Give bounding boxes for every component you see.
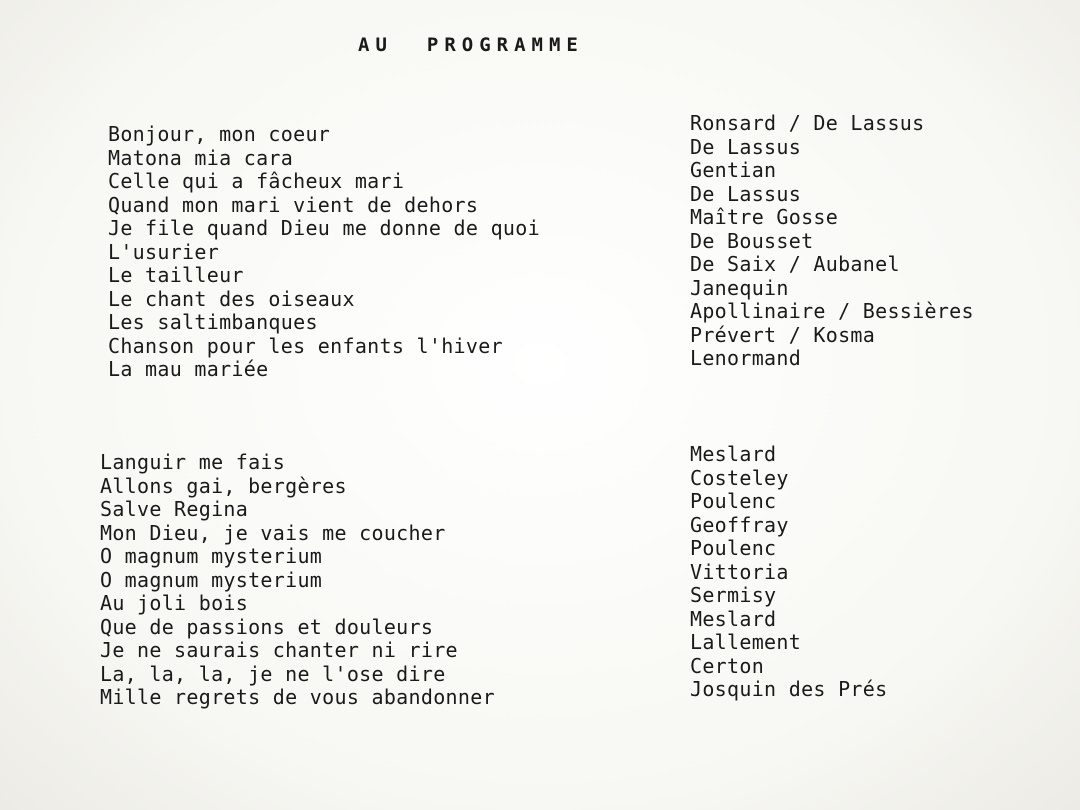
song-title: O magnum mysterium	[100, 544, 323, 568]
section-1-titles	[108, 123, 540, 382]
song-title: Languir me fais	[100, 450, 286, 474]
programme-heading	[358, 34, 584, 56]
song-title: L'usurier	[108, 239, 220, 264]
song-title: O magnum mysterium	[100, 567, 323, 592]
song-title: Bonjour, mon coeur	[108, 122, 331, 146]
song-title: Celle qui a fâcheux mari	[108, 169, 405, 193]
song-title: La mau mariée	[108, 357, 269, 381]
composer-name: Vittoria	[690, 559, 789, 584]
composer-name: Ronsard / De Lassus	[690, 111, 925, 135]
composer-name: Meslard	[690, 442, 777, 466]
song-title: Mille regrets de vous abandonner	[100, 685, 495, 709]
composer-name: Lenormand	[690, 346, 802, 370]
song-title: Allons gai, bergères	[100, 473, 347, 498]
composer-name: Poulenc	[690, 536, 777, 560]
composer-name: De Bousset	[690, 228, 814, 253]
composer-name: Geoffray	[690, 512, 789, 537]
song-title: Les saltimbanques	[108, 310, 318, 334]
composer-name: De Lassus	[690, 134, 802, 159]
song-title: Que de passions et douleurs	[100, 614, 434, 639]
song-title: Je file quand Dieu me donne de quoi	[108, 216, 540, 240]
section-2-composers	[690, 443, 887, 702]
composer-name: De Saix / Aubanel	[690, 252, 900, 276]
song-title: Je ne saurais chanter ni rire	[100, 638, 458, 662]
composer-name: Maître Gosse	[690, 205, 839, 229]
song-title: Salve Regina	[100, 497, 249, 521]
composer-name: Costeley	[690, 465, 789, 490]
composer-name: Lallement	[690, 630, 802, 654]
heading-word-au: AU	[358, 34, 393, 56]
song-title: Quand mon mari vient de dehors	[108, 192, 479, 217]
composer-name: Sermisy	[690, 583, 777, 607]
heading-word-programme: PROGRAMME	[426, 34, 584, 56]
song-title: Matona mia cara	[108, 145, 294, 170]
composer-name: Janequin	[690, 275, 789, 300]
composer-name: Certon	[690, 653, 765, 678]
composer-name: Apollinaire / Bessières	[690, 299, 974, 323]
song-title: Au joli bois	[100, 591, 249, 615]
section-1-composers	[690, 112, 974, 371]
composer-name: Josquin des Prés	[690, 677, 888, 701]
song-title: Le chant des oiseaux	[108, 286, 355, 311]
composer-name: De Lassus	[690, 181, 802, 206]
song-title: Chanson pour les enfants l'hiver	[108, 333, 503, 358]
section-2-titles	[100, 451, 495, 710]
song-title: Le tailleur	[108, 263, 244, 287]
composer-name: Meslard	[690, 606, 777, 631]
song-title: La, la, la, je ne l'ose dire	[100, 661, 446, 686]
composer-name: Prévert / Kosma	[690, 322, 876, 347]
composer-name: Poulenc	[690, 489, 777, 513]
song-title: Mon Dieu, je vais me coucher	[100, 520, 446, 545]
composer-name: Gentian	[690, 158, 777, 182]
